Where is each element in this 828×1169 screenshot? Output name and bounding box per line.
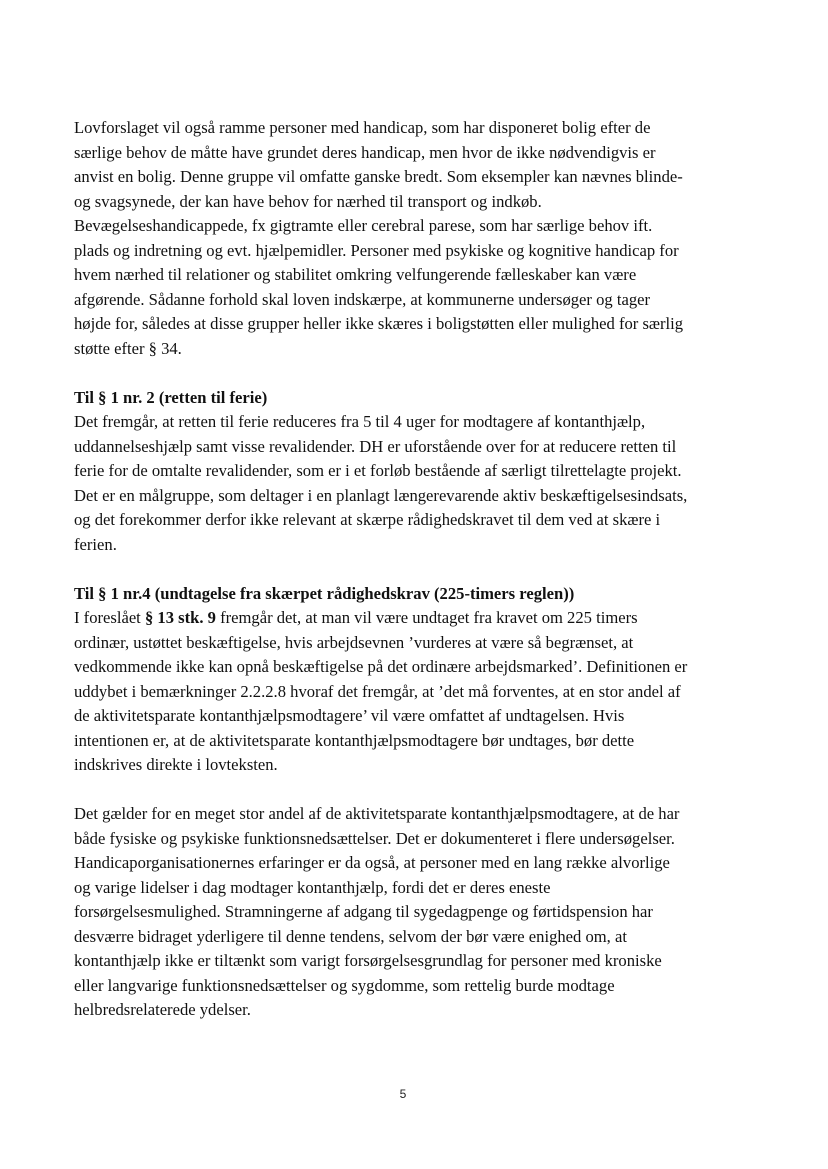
text-line: uddannelseshjælp samt visse revalidender. DH er uforstående over for at reducere retten til bbox=[74, 436, 677, 456]
text-line: plads og indretning og evt. hjælpemidler. Personer med psykiske og kognitive handicap for bbox=[74, 240, 679, 260]
text-line: og varige lidelser i dag modtager kontanthjælp, fordi det er deres eneste bbox=[74, 877, 551, 897]
paragraph-gap bbox=[74, 778, 764, 803]
text-line: de aktivitetsparate kontanthjælpsmodtagere’ vil være omfattet af undtagelsen. Hvis bbox=[74, 706, 625, 725]
section-heading: Til § 1 nr. 2 (retten til ferie) bbox=[74, 387, 268, 407]
page-body bbox=[74, 116, 764, 1023]
text-line: højde for, således at disse grupper heller ikke skæres i boligstøtten eller mulighed for særlig bbox=[74, 314, 684, 333]
text-line: vedkommende ikke kan opnå beskæftigelse på det ordinære arbejdsmarked’. Definitionen er bbox=[74, 657, 688, 676]
text-line: uddybet i bemærkninger 2.2.2.8 hvoraf det fremgår, at ’det må forventes, at en stor andel af bbox=[74, 681, 681, 701]
text-line: hvem nærhed til relationer og stabilitet omkring velfungerende fælleskaber kan være bbox=[74, 265, 637, 284]
text-line: helbredsrelaterede ydelser. bbox=[74, 1000, 251, 1019]
paragraph-handicap-housing bbox=[74, 116, 764, 361]
text-line: støtte efter § 34. bbox=[74, 338, 182, 358]
section-heading: Til § 1 nr.4 (undtagelse fra skærpet rådighedskrav (225-timers reglen)) bbox=[74, 583, 575, 603]
text-line: både fysiske og psykiske funktionsnedsættelser. Det er dokumenteret i flere undersøgelser. bbox=[74, 828, 675, 848]
text-line: ferien. bbox=[74, 534, 117, 554]
text-line: og det forekommer derfor ikke relevant at skærpe rådighedskravet til dem ved at skære i bbox=[74, 510, 661, 529]
text-line: Det gælder for en meget stor andel af de aktivitetsparate kontanthjælpsmodtagere, at de har bbox=[74, 804, 680, 823]
text-line: forsørgelsesmulighed. Stramningerne af adgang til sygedagpenge og førtidspension har bbox=[74, 902, 653, 921]
paragraph-gap bbox=[74, 361, 764, 386]
text-run: I foreslået bbox=[74, 608, 145, 627]
paragraph-gap bbox=[74, 557, 764, 582]
section-225-hours-rule bbox=[74, 582, 764, 778]
text-line: afgørende. Sådanne forhold skal loven indskærpe, at kommunerne undersøger og tager bbox=[74, 289, 651, 309]
text-line: kontanthjælp ikke er tiltænkt som varigt forsørgelsesgrundlag for personer med kroniske bbox=[74, 951, 662, 970]
text-line: indskrives direkte i lovteksten. bbox=[74, 755, 278, 774]
text-line: Det fremgår, at retten til ferie reduceres fra 5 til 4 uger for modtagere af kontanthjælp, bbox=[74, 412, 646, 431]
text-line: ordinær, ustøttet beskæftigelse, hvis arbejdsevnen ’vurderes at være så begrænset, at bbox=[74, 632, 634, 652]
text-line: ferie for de omtalte revalidender, som er i et forløb bestående af særligt tilrettelagte projekt. bbox=[74, 461, 682, 480]
paragraph-activity-ready-recipients bbox=[74, 802, 764, 1023]
text-line: anvist en bolig. Denne gruppe vil omfatte ganske bredt. Som eksempler kan nævnes blinde- bbox=[74, 167, 683, 186]
text-line: Bevægelseshandicappede, fx gigtramte eller cerebral parese, som har særlige behov ift. bbox=[74, 216, 653, 235]
section-vacation-rights bbox=[74, 386, 764, 558]
text-line: særlige behov de måtte have grundet deres handicap, men hvor de ikke nødvendigvis er bbox=[74, 142, 656, 162]
bold-reference: § 13 stk. 9 bbox=[144, 608, 216, 627]
text-line: Lovforslaget vil også ramme personer med handicap, som har disponeret bolig efter de bbox=[74, 118, 651, 137]
text-line: Handicaporganisationernes erfaringer er da også, at personer med en lang række alvorlige bbox=[74, 853, 670, 872]
text-line: Det er en målgruppe, som deltager i en planlagt længerevarende aktiv beskæftigelsesindsats, bbox=[74, 485, 688, 505]
text-line bbox=[74, 606, 764, 631]
text-run: fremgår det, at man vil være undtaget fra kravet om 225 timers bbox=[215, 608, 638, 627]
text-line: eller langvarige funktionsnedsættelser og sygdomme, som rettelig burde modtage bbox=[74, 975, 615, 995]
text-line: desværre bidraget yderligere til denne tendens, selvom der bør være enighed om, at bbox=[74, 926, 627, 946]
text-line: og svagsynede, der kan have behov for nærhed til transport og indkøb. bbox=[74, 191, 542, 211]
text-line: intentionen er, at de aktivitetsparate kontanthjælpsmodtagere bør undtages, bør dette bbox=[74, 730, 635, 750]
page-number: 5 bbox=[399, 1087, 407, 1101]
